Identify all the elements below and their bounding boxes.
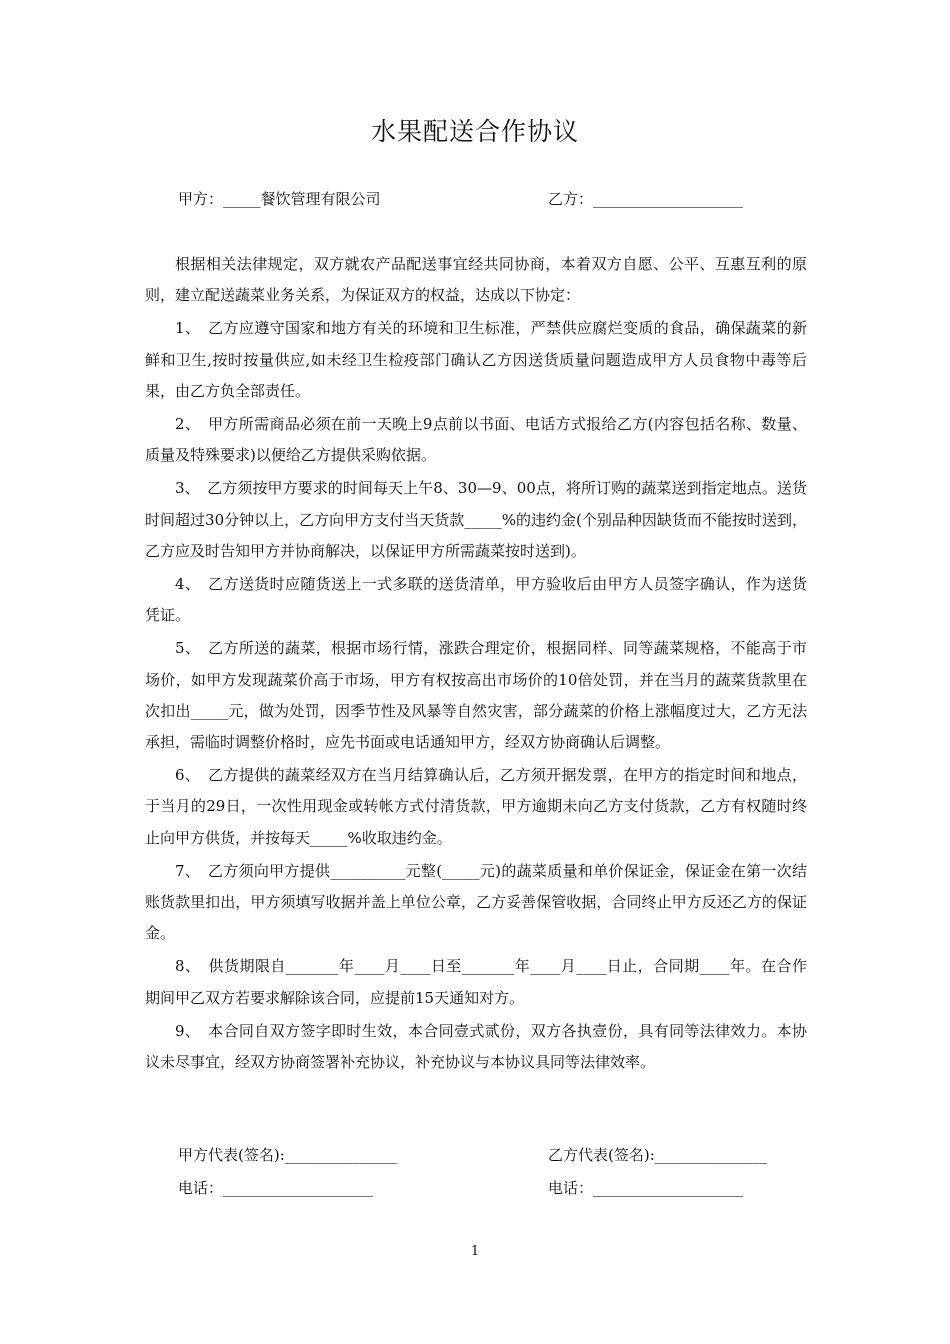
clause-7: 7、 乙方须向甲方提供__________元整(_____元)的蔬菜质量和单价保证金，保证金在第一次结账货款里扣出，甲方须填写收据并盖上单位公章，乙方妥善保管收据，合同终止甲方反还乙方的保证金。 bbox=[145, 861, 807, 943]
clause-1: 1、 乙方应遵守国家和地方有关的环境和卫生标准，严禁供应腐烂变质的食品，确保蔬菜的新鲜和卫生,按时按量供应,如未经卫生检疫部门确认乙方因送货质量问题造成甲方人员食物中毒等后果，由乙方负全部责任。 bbox=[145, 319, 807, 400]
party-b-line: 乙方：____________________ bbox=[548, 190, 744, 208]
clause-8: 8、 供货期限自_______年____月____日至_______年____月____日止，合同期____年。在合作期间甲乙双方若要求解除该合同，应提前15天通知对方。 bbox=[145, 957, 807, 1007]
clause-2: 2、 甲方所需商品必须在前一天晚上9点前以书面、电话方式报给乙方(内容包括名称、数量、质量及特殊要求)以便给乙方提供采购依据。 bbox=[145, 415, 807, 465]
party-b-phone: 电话：____________________ bbox=[548, 1179, 744, 1197]
intro-paragraph: 根据相关法律规定，双方就农产品配送事宜经共同协商，本着双方自愿、公平、互惠互利的原则，建立配送蔬菜业务关系，为保证双方的权益，达成以下协定： bbox=[145, 255, 807, 305]
clause-4: 4、 乙方送货时应随货送上一式多联的送货清单，甲方验收后由甲方人员签字确认，作为送货凭证。 bbox=[145, 575, 807, 625]
agreement-body bbox=[145, 249, 807, 1080]
clause-3: 3、 乙方须按甲方要求的时间每天上午8、30—9、00点，将所订购的蔬菜送到指定地点。送货时间超过30分钟以上，乙方向甲方支付当天货款_____%的违约金(个别品种因缺货而不能按时送到，乙方应及时告知甲方并协商解决，以保证甲方所需蔬菜按时送到)。 bbox=[145, 479, 807, 560]
party-a-line: 甲方：_____餐饮管理有限公司 bbox=[178, 190, 381, 208]
party-a-representative-signature: 甲方代表(签名):_______________ bbox=[178, 1146, 398, 1164]
clause-9: 9、 本合同自双方签字即时生效，本合同壹式贰份，双方各执壹份，具有同等法律效力。本协议未尽事宜，经双方协商签署补充协议，补充协议与本协议具同等法律效率。 bbox=[145, 1021, 807, 1072]
page-number: 1 bbox=[470, 1244, 480, 1259]
party-a-phone: 电话：____________________ bbox=[178, 1179, 374, 1197]
document-title: 水果配送合作协议 bbox=[370, 117, 579, 146]
clause-5: 5、 乙方所送的蔬菜，根据市场行情，涨跌合理定价，根据同样、同等蔬菜规格，不能高于市场价，如甲方发现蔬菜价高于市场，甲方有权按高出市场价的10倍处罚，并在当月的蔬菜货款里在次扣出_____元，做为处罚，因季节性及风暴等自然灾害，部分蔬菜的价格上涨幅度过大，乙方无法承担，需临时调整价格时，应先书面或电话通知甲方，经双方协商确认后调整。 bbox=[145, 639, 807, 752]
party-b-representative-signature: 乙方代表(签名):_______________ bbox=[548, 1146, 768, 1164]
clause-6: 6、 乙方提供的蔬菜经双方在当月结算确认后，乙方须开据发票，在甲方的指定时间和地点，于当月的29日，一次性用现金或转帐方式付清货款，甲方逾期未向乙方支付货款，乙方有权随时终止向甲方供货，并按每天_____%收取违约金。 bbox=[145, 766, 807, 847]
